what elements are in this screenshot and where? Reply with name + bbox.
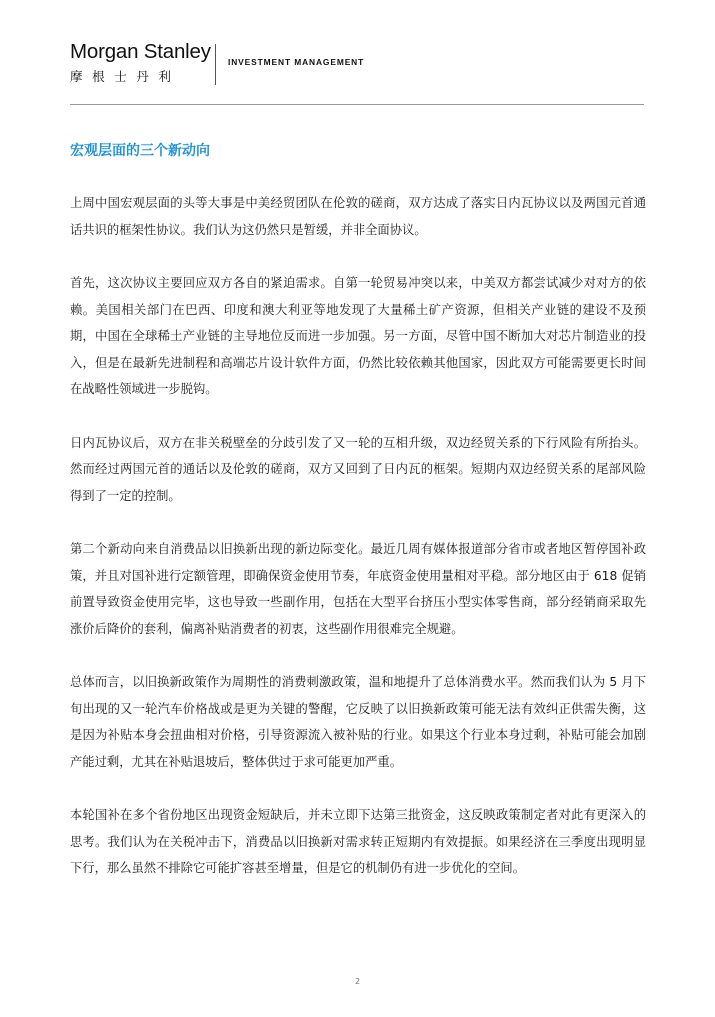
paragraph-second-trend: 第二个新动向来自消费品以旧换新出现的新边际变化。最近几周有媒体报道部分省市或者地区暂停国补政策，并且对国补进行定额管理，即确保资金使用节奏，年底资金使用量相对平稳。部分地区由于 618 促销前置导致资金使用完毕，这也导致一些副作用，包括在大型平台挤压小型实体零售商，部分经销商采取先涨价后降价的套利，偏离补贴消费者的初衷，这些副作用很难完全规避。: [70, 542, 646, 636]
header-rule: [70, 104, 644, 105]
paragraph-first-point: 首先，这次协议主要回应双方各自的紧迫需求。自第一轮贸易冲突以来，中美双方都尝试减少对对方的依赖。美国相关部门在巴西、印度和澳大利亚等地发现了大量稀土矿产资源，但相关产业链的建设不及预期，中国在全球稀土产业链的主导地位反而进一步加强。另一方面，尽管中国不断加大对芯片制造业的投入，但是在最新先进制程和高端芯片设计软件方面，仍然比较依赖其他国家，因此双方可能需要更长时间在战略性领域进一步脱钩。: [70, 276, 646, 396]
paragraph-subsidy: 本轮国补在多个省份地区出现资金短缺后，并未立即下达第三批资金，这反映政策制定者对此有更深入的思考。我们认为在关税冲击下，消费品以旧换新对需求转正短期内有效提振。如果经济在三季度出现明显下行，那么虽然不排除它可能扩容甚至增量，但是它的机制仍有进一步优化的空间。: [70, 808, 646, 875]
page-header: [70, 40, 650, 88]
paragraph-geneva: 日内瓦协议后，双方在非关税壁垒的分歧引发了又一轮的互相升级，双边经贸关系的下行风险有所抬头。然而经过两国元首的通话以及伦敦的磋商，双方又回到了日内瓦的框架。短期内双边经贸关系的尾部风险得到了一定的控制。: [70, 435, 646, 503]
header-divider: [215, 44, 216, 85]
section-title: 宏观层面的三个新动向: [70, 143, 210, 159]
paragraph-intro: 上周中国宏观层面的头等大事是中美经贸团队在伦敦的磋商，双方达成了落实日内瓦协议以及两国元首通话共识的框架性协议。我们认为这仍然只是暂缓，并非全面协议。: [70, 196, 646, 237]
brand-logo-english: Morgan Stanley: [70, 40, 211, 63]
paragraph-overall: 总体而言，以旧换新政策作为周期性的消费刺激政策，温和地提升了总体消费水平。然而我们认为 5 月下旬出现的又一轮汽车价格战或是更为关键的警醒，它反映了以旧换新政策可能无法有效纠正供需失衡，这是因为补贴本身会扭曲相对价格，引导资源流入被补贴的行业。如果这个行业本身过剩，补贴可能会加剧产能过剩，尤其在补贴退坡后，整体供过于求可能更加严重。: [70, 675, 646, 769]
division-label: INVESTMENT MANAGEMENT: [228, 57, 365, 67]
brand-logo-chinese: 摩根士丹利: [70, 69, 181, 84]
page-number: 2: [354, 977, 361, 986]
article-body: [70, 190, 646, 909]
